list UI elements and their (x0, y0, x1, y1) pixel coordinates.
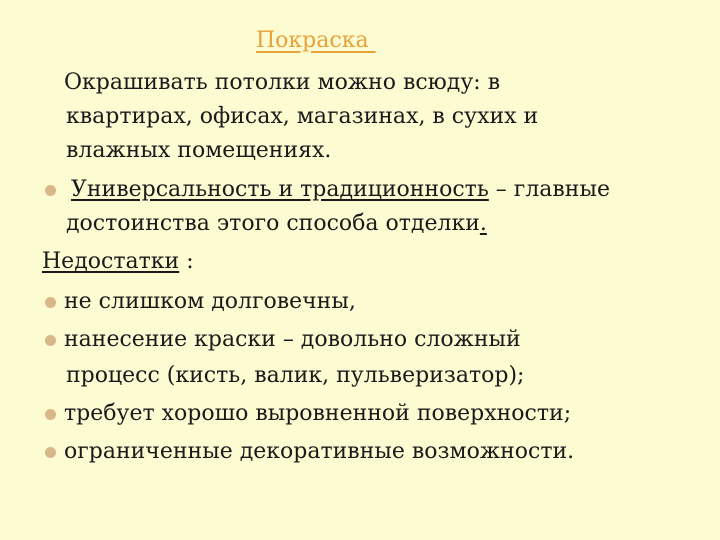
advantage-rest: – главные (488, 177, 610, 202)
advantage-line-1 (71, 177, 610, 203)
advantage-line-2 (66, 211, 487, 237)
drawbacks-colon: : (179, 249, 194, 274)
drawback-item-2-continuation: процесс (кисть, валик, пульверизатор); (66, 363, 525, 388)
bullet-icon (45, 409, 56, 420)
advantage-line-2-period: . (479, 211, 487, 236)
bullet-icon (45, 335, 56, 346)
advantage-line-2-text: достоинства этого способа отделки (66, 211, 480, 236)
advantage-underlined: Универсальность и традиционность (71, 177, 489, 202)
drawback-item-4: ограниченные декоративные возможности. (64, 439, 575, 464)
bullet-icon (45, 447, 56, 458)
drawbacks-heading: Недостатки (42, 249, 180, 274)
slide-title: Покраска (256, 28, 376, 53)
drawback-item-1: не слишком долговечны, (64, 289, 356, 314)
bullet-icon (45, 297, 56, 308)
intro-line-3: влажных помещениях. (66, 138, 332, 163)
bullet-icon (45, 185, 56, 196)
intro-line-2: квартирах, офисах, магазинах, в сухих и (66, 104, 539, 129)
drawback-item-3: требует хорошо выровненной поверхности; (64, 401, 572, 426)
drawback-item-2: нанесение краски – довольно сложный (64, 327, 521, 352)
intro-line-1: Окрашивать потолки можно всюду: в (64, 70, 501, 95)
drawbacks-heading-line (42, 249, 194, 275)
